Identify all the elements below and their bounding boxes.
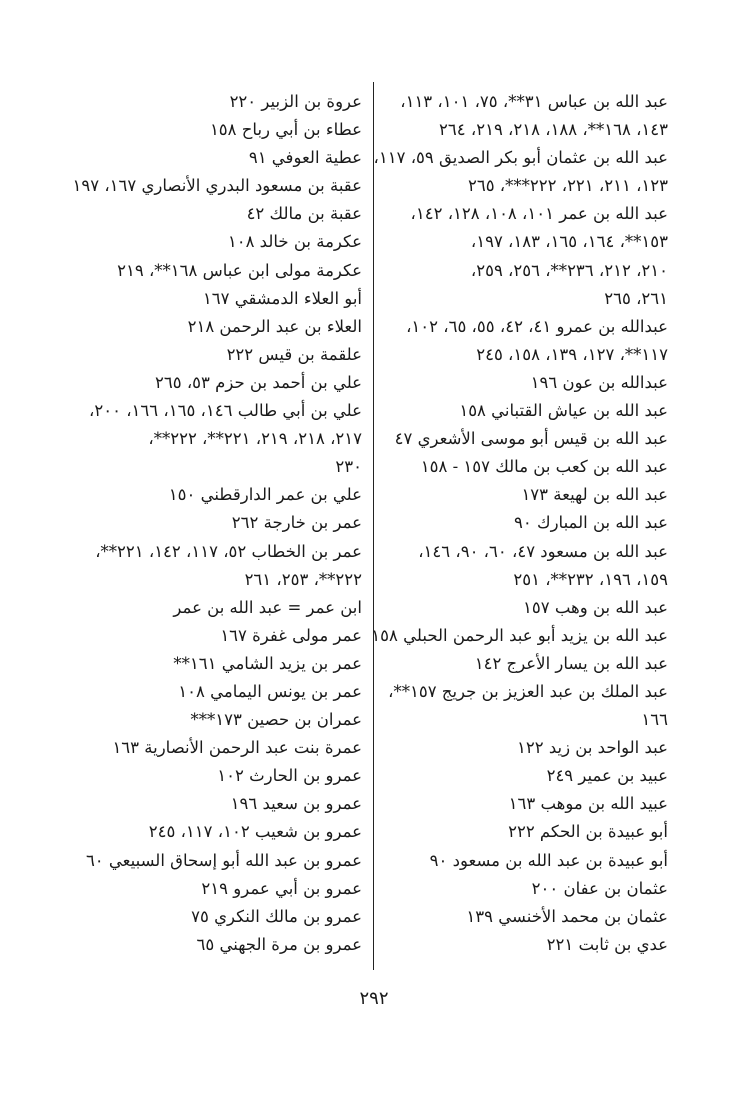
index-entry: عبد الله بن المبارك ٩٠ bbox=[514, 513, 668, 533]
index-entry: عبد الله بن وهب ١٥٧ bbox=[522, 597, 668, 617]
index-entry: ابن عمر = عبد الله بن عمر bbox=[173, 597, 362, 617]
index-entry: عبد الله بن لهيعة ١٧٣ bbox=[521, 485, 668, 505]
index-entry: عبد الله بن عباس ٣١**، ٧٥، ١٠١، ١١٣، bbox=[400, 92, 668, 111]
index-entry: عبد الواحد بن زيد ١٢٢ bbox=[516, 738, 668, 758]
index-entry: عبد الله بن عمر ١٠١، ١٠٨، ١٢٨، ١٤٢، bbox=[410, 204, 668, 224]
index-entry: عمر بن خارجة ٢٦٢ bbox=[231, 513, 362, 533]
index-entry: عبدالله بن عون ١٩٦ bbox=[530, 372, 668, 392]
index-entry: عمرو بن الحارث ١٠٢ bbox=[217, 766, 362, 786]
index-entry: عبيد بن عمير ٢٤٩ bbox=[546, 766, 668, 786]
index-entry: عمرة بنت عبد الرحمن الأنصارية ١٦٣ bbox=[112, 738, 362, 758]
index-entry: عمر مولى غفرة ١٦٧ bbox=[220, 625, 362, 645]
index-entry: عبد الله بن يزيد أبو عبد الرحمن الحبلي ١٥٨ bbox=[371, 625, 668, 645]
index-entry: عكرمة بن خالد ١٠٨ bbox=[227, 232, 362, 252]
index-entry: أبو العلاء الدمشقي ١٦٧ bbox=[202, 288, 362, 308]
index-entry: عبدالله بن عمرو ٤١، ٤٢، ٥٥، ٦٥، ١٠٢، bbox=[406, 316, 668, 336]
index-entry: عمرو بن أبي عمرو ٢١٩ bbox=[201, 878, 362, 898]
index-entry: أبو عبيدة بن عبد الله بن مسعود ٩٠ bbox=[429, 850, 668, 870]
index-entry: ١٦٦ bbox=[641, 710, 668, 730]
index-entry: عقبة بن مالك ٤٢ bbox=[246, 204, 362, 224]
index-entry: عبد الله بن قيس أبو موسى الأشعري ٤٧ bbox=[394, 429, 668, 449]
index-entry: عمرو بن عبد الله أبو إسحاق السبيعي ٦٠ bbox=[85, 850, 362, 870]
index-entry: عبد الله بن مسعود ٤٧، ٦٠، ٩٠، ١٤٦، bbox=[418, 541, 668, 561]
index-entry: عمران بن حصين ١٧٣*** bbox=[190, 710, 362, 730]
index-entry: عروة بن الزبير ٢٢٠ bbox=[229, 92, 362, 111]
index-entry: ٢٦١، ٢٦٥ bbox=[604, 288, 668, 308]
index-entry: عبد الله بن عثمان أبو بكر الصديق ٥٩، ١١٧، bbox=[373, 148, 668, 168]
index-entry: عمرو بن مالك النكري ٧٥ bbox=[191, 906, 362, 926]
index-entry: عبيد الله بن موهب ١٦٣ bbox=[508, 794, 668, 814]
index-entry: عطية العوفي ٩١ bbox=[248, 148, 362, 168]
index-entry: عكرمة مولى ابن عباس ١٦٨**، ٢١٩ bbox=[117, 260, 362, 280]
index-entry: عثمان بن عفان ٢٠٠ bbox=[531, 878, 668, 898]
index-entry: ٢٣٠ bbox=[335, 457, 362, 477]
index-entry: عثمان بن محمد الأخنسي ١٣٩ bbox=[466, 906, 668, 926]
index-entry: عبد الله بن يسار الأعرج ١٤٢ bbox=[474, 653, 668, 673]
index-entry: ٢٢٢**، ٢٥٣، ٢٦١ bbox=[244, 569, 362, 589]
index-entry: عمر بن يونس اليمامي ١٠٨ bbox=[178, 681, 362, 701]
index-entry: عمرو بن شعيب ١٠٢، ١١٧، ٢٤٥ bbox=[148, 822, 362, 842]
index-entry: عمرو بن مرة الجهني ٦٥ bbox=[196, 934, 362, 954]
index-entry: العلاء بن عبد الرحمن ٢١٨ bbox=[187, 316, 362, 336]
index-entry: عمر بن الخطاب ٥٢، ١١٧، ١٤٢، ٢٢١**، bbox=[95, 541, 362, 561]
index-entry: ٢١٧، ٢١٨، ٢١٩، ٢٢١**، ٢٢٢**، bbox=[148, 429, 362, 449]
index-entry: عمر بن يزيد الشامي ١٦١** bbox=[173, 653, 362, 673]
index-entry: عقبة بن مسعود البدري الأنصاري ١٦٧، ١٩٧ bbox=[72, 176, 362, 196]
index-entry: ٢١٠، ٢١٢، ٢٣٦**، ٢٥٦، ٢٥٩، bbox=[470, 260, 668, 280]
index-entry: ١١٧**، ١٢٧، ١٣٩، ١٥٨، ٢٤٥ bbox=[476, 344, 668, 364]
index-entry: علي بن أبي طالب ١٤٦، ١٦٥، ١٦٦، ٢٠٠، bbox=[89, 401, 362, 421]
index-entry: ١٢٣، ٢١١، ٢٢١، ٢٢٢***، ٢٦٥ bbox=[467, 176, 668, 196]
index-entry: علي بن عمر الدارقطني ١٥٠ bbox=[168, 485, 362, 505]
index-column-right bbox=[368, 88, 668, 959]
index-entry: عمرو بن سعيد ١٩٦ bbox=[230, 794, 362, 814]
index-entry: عطاء بن أبي رباح ١٥٨ bbox=[209, 120, 362, 140]
column-divider bbox=[373, 82, 374, 970]
index-entry: عبد الله بن كعب بن مالك ١٥٧ - ١٥٨ bbox=[420, 457, 668, 477]
index-entry: عدي بن ثابت ٢٢١ bbox=[546, 934, 668, 954]
index-entry: علقمة بن قيس ٢٢٢ bbox=[226, 344, 362, 364]
page-number: ٢٩٢ bbox=[359, 988, 389, 1009]
index-column-left bbox=[44, 88, 362, 959]
index-entry: عبد الله بن عياش القتباني ١٥٨ bbox=[459, 401, 668, 421]
index-entry: أبو عبيدة بن الحكم ٢٢٢ bbox=[508, 822, 668, 842]
index-entry: ١٥٣**، ١٦٤، ١٦٥، ١٨٣، ١٩٧، bbox=[470, 232, 668, 252]
index-entry: عبد الملك بن عبد العزيز بن جريج ١٥٧**، bbox=[388, 681, 668, 701]
index-entry: ١٤٣، ١٦٨**، ١٨٨، ٢١٨، ٢١٩، ٢٦٤ bbox=[439, 120, 668, 140]
index-entry: علي بن أحمد بن حزم ٥٣، ٢٦٥ bbox=[155, 372, 362, 392]
index-entry: ١٥٩، ١٩٦، ٢٣٢**، ٢٥١ bbox=[513, 569, 668, 589]
